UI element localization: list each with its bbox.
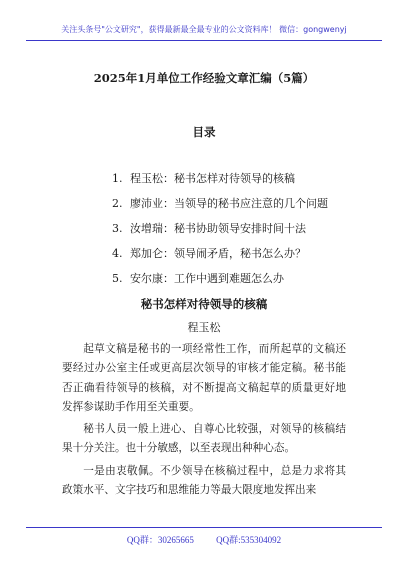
toc-item-number: 1. [112,172,123,185]
footer-divider [26,527,382,528]
article-author: 程玉松 [187,321,221,334]
article-paragraph: 秘书人员一般上进心、自尊心比较强，对领导的核稿结果十分关注。也十分敏感，以至表现出种种心态。 [62,423,346,455]
toc-item-number: 5. [112,272,123,285]
toc-item-label: 汝增瑞：秘书协助领导安排时间十法 [130,222,306,235]
article-title: 秘书怎样对待领导的核稿 [140,297,268,311]
table-of-contents [112,166,328,291]
toc-item-label: 安尔康：工作中遇到难题怎么办 [130,272,284,285]
article-body [62,340,346,503]
footer-qq-group-2: QQ群:535304092 [216,535,282,545]
toc-item-label: 廖沛业：当领导的秘书应注意的几个问题 [130,197,328,210]
toc-item-label: 程玉松：秘书怎样对待领导的核稿 [130,172,295,185]
toc-item[interactable] [112,266,328,291]
footer [0,533,408,546]
header-divider [26,40,382,41]
footer-qq-group-1: QQ群：30265665 [126,535,194,545]
toc-item[interactable] [112,166,328,191]
toc-item[interactable] [112,216,328,241]
document-title: 2025年1月单位工作经验文章汇编（5篇） [93,71,315,85]
article-paragraph: 起草文稿是秘书的一项经常性工作，而所起草的文稿还要经过办公室主任或更高层次领导的审核才能定稿。秘书能否正确看待领导的核稿，对不断提高文稿起草的质量更好地发挥参谋助手作用至关重要。 [62,343,346,413]
toc-item[interactable] [112,191,328,216]
toc-item-label: 郑加仑：领导闹矛盾，秘书怎么办？ [130,247,306,260]
toc-item-number: 4. [112,247,123,260]
toc-item-number: 2. [112,197,123,210]
toc-item-number: 3. [112,222,123,235]
toc-item[interactable] [112,241,328,266]
toc-heading: 目录 [192,125,216,139]
article-paragraph: 一是由衷敬佩。不少领导在核稿过程中，总是力求将其政策水平、文字技巧和思维能力等最大限度地发挥出来 [62,464,346,497]
header-banner: 关注头条号"公文研究"，获得最新最全最专业的公文资料库！ 微信：gongwenyj [61,25,347,34]
